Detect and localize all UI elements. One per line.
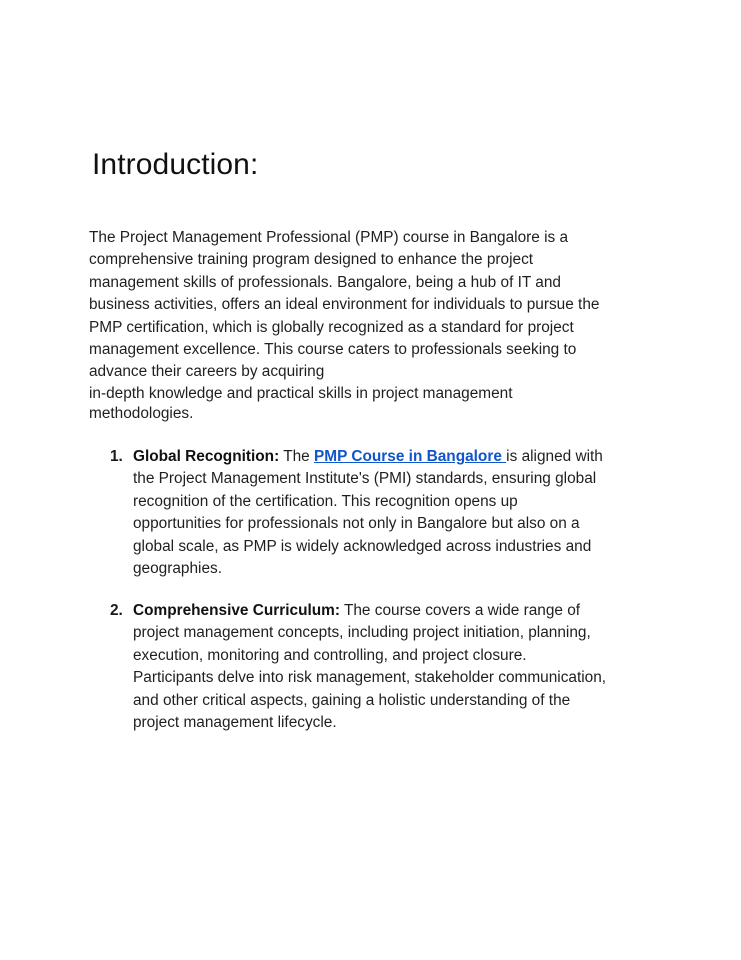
list-item-line: and other critical aspects, gaining a holistic understanding of the (133, 691, 571, 709)
intro-line: management skills of professionals. Bangalore, being a hub of IT and (89, 273, 561, 291)
list-item-line: project management lifecycle. (133, 714, 337, 732)
intro-line: advance their careers by acquiring (89, 363, 325, 381)
intro-line: business activities, offers an ideal environment for individuals to pursue the (89, 296, 600, 314)
list-item-first-line (133, 600, 663, 622)
list-item-line: project management concepts, including project initiation, planning, (133, 624, 591, 642)
intro-paragraph (89, 227, 669, 424)
pmp-course-link[interactable]: PMP Course in Bangalore (314, 448, 507, 465)
list-number: 2. (110, 602, 123, 619)
list-number: 1. (110, 448, 123, 465)
list-item-text: is aligned with (506, 448, 603, 465)
list-item-body (133, 600, 663, 734)
list-item-heading: Global Recognition: (133, 448, 280, 465)
list-item-first-line (133, 446, 663, 468)
list-item-line: geographies. (133, 560, 222, 578)
list-item-lead-text: The (279, 448, 315, 465)
list-item-text: The course covers a wide range of (339, 602, 581, 619)
list-item-line: opportunities for professionals not only in Bangalore but also on a (133, 515, 580, 533)
list-item-heading: Comprehensive Curriculum: (133, 602, 340, 619)
intro-line: management excellence. This course caters to professionals seeking to (89, 341, 577, 359)
intro-line: in-depth knowledge and practical skills in project management (89, 384, 513, 402)
list-item-line: Participants delve into risk management, stakeholder communication, (133, 669, 607, 687)
intro-line: methodologies. (89, 404, 194, 422)
intro-line: PMP certification, which is globally recognized as a standard for project (89, 318, 574, 336)
list-item-body (133, 446, 663, 580)
list-item-line: execution, monitoring and controlling, and project closure. (133, 646, 527, 664)
list-item-line: the Project Management Institute's (PMI) standards, ensuring global (133, 470, 597, 488)
intro-line: comprehensive training program designed to enhance the project (89, 251, 534, 269)
intro-line: The Project Management Professional (PMP) course in Bangalore is a (89, 229, 569, 246)
page-title: Introduction: (92, 148, 259, 181)
list-item-line: recognition of the certification. This recognition opens up (133, 492, 518, 510)
list-item-line: global scale, as PMP is widely acknowledged across industries and (133, 537, 592, 555)
